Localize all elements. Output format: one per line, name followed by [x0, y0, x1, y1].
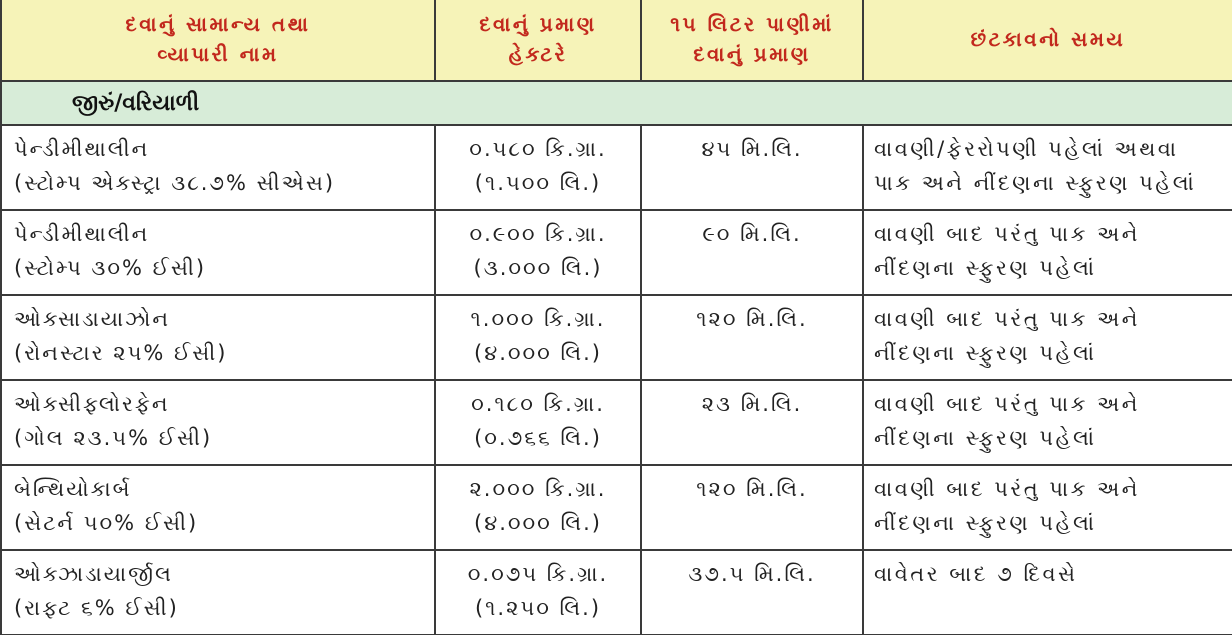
spray-time-cell — [863, 295, 1232, 380]
chemical-name-cell — [1, 210, 435, 295]
chemical-name-line: (સ્ટોમ્પ ૩૦% ઈસી) — [14, 256, 207, 280]
table-header-row — [1, 0, 1232, 81]
water-dose-line: ૪૫ મિ.લિ. — [701, 137, 803, 161]
dose-per-15-litre-cell — [641, 380, 863, 465]
table-row — [1, 295, 1232, 380]
dose-per-15-litre-cell — [641, 550, 863, 635]
table-row — [1, 210, 1232, 295]
dose-per-hectare-cell — [435, 125, 641, 210]
header-name-line-2: વ્યાપારી નામ — [157, 42, 279, 66]
chemical-name-cell — [1, 125, 435, 210]
spray-time-line: વાવેતર બાદ ૭ દિવસે — [874, 562, 1078, 586]
water-dose-line: ૨૩ મિ.લિ. — [701, 392, 803, 416]
dose-line: (૪.૦૦૦ લિ.) — [474, 511, 602, 535]
section-title: જીરું/વરિયાળી — [1, 81, 1232, 125]
dose-line: ૦.૫૮૦ કિ.ગ્રા. — [469, 137, 607, 161]
chemical-name-line: પેન્ડીમીથાલીન — [14, 222, 150, 246]
dose-line: ૦.૯૦૦ કિ.ગ્રા. — [469, 222, 607, 246]
spray-time-cell — [863, 465, 1232, 550]
header-spray-time — [863, 0, 1232, 81]
spray-time-cell — [863, 125, 1232, 210]
water-dose-line: ૩૭.૫ મિ.લિ. — [688, 562, 816, 586]
dose-per-hectare-cell — [435, 380, 641, 465]
header-water-line-1: ૧૫ લિટર પાણીમાં — [670, 12, 834, 36]
header-name — [1, 0, 435, 81]
header-name-line-1: દવાનું સામાન્ય તથા — [125, 12, 311, 36]
table-row — [1, 380, 1232, 465]
table-row — [1, 550, 1232, 635]
chemical-name-cell — [1, 550, 435, 635]
spray-time-cell — [863, 210, 1232, 295]
chemical-name-line: ઓક્સીફ્લોરફેન — [14, 392, 170, 416]
dose-per-15-litre-cell — [641, 295, 863, 380]
water-dose-line: ૯૦ મિ.લિ. — [702, 222, 802, 246]
chemical-name-cell — [1, 465, 435, 550]
dose-line: (૧.૨૫૦ લિ.) — [474, 596, 602, 620]
chemical-name-line: ઓક્સાડાયાઝોન — [14, 307, 171, 331]
header-dose-per-hectare — [435, 0, 641, 81]
chemical-name-cell — [1, 295, 435, 380]
table-row — [1, 125, 1232, 210]
dose-line: ૨.૦૦૦ કિ.ગ્રા. — [469, 477, 607, 501]
header-water-line-2: દવાનું પ્રમાણ — [693, 42, 811, 66]
chemical-name-line: (ગોલ ૨૩.૫% ઈસી) — [14, 426, 213, 450]
dose-per-hectare-cell — [435, 295, 641, 380]
spray-time-line: વાવણી બાદ પરંતુ પાક અને — [874, 307, 1140, 331]
table-body — [1, 81, 1232, 635]
spray-time-line: વાવણી બાદ પરંતુ પાક અને — [874, 222, 1140, 246]
chemical-name-line: ઓક્ઝાડાયાર્જીલ — [14, 562, 173, 586]
spray-time-line: પાક અને નીંદણના સ્ફુરણ પહેલાં — [874, 171, 1197, 195]
spray-time-line: નીંદણના સ્ફુરણ પહેલાં — [874, 256, 1097, 280]
dose-line: (૧.૫૦૦ લિ.) — [474, 171, 602, 195]
spray-time-cell — [863, 550, 1232, 635]
chemical-name-line: બેન્થિયોકાર્બ — [14, 477, 132, 501]
spray-time-cell — [863, 380, 1232, 465]
dose-per-hectare-cell — [435, 210, 641, 295]
chemical-name-line: પેન્ડીમીથાલીન — [14, 137, 150, 161]
chemical-name-line: (સેટર્ન ૫૦% ઈસી) — [14, 511, 199, 535]
spray-time-line: વાવણી બાદ પરંતુ પાક અને — [874, 477, 1140, 501]
dose-line: (૪.૦૦૦ લિ.) — [474, 341, 602, 365]
header-dose-line-1: દવાનું પ્રમાણ — [479, 12, 597, 36]
spray-time-line: વાવણી બાદ પરંતુ પાક અને — [874, 392, 1140, 416]
header-dose-per-15-litre — [641, 0, 863, 81]
section-row — [1, 81, 1232, 125]
table-row — [1, 465, 1232, 550]
dose-per-hectare-cell — [435, 465, 641, 550]
dose-per-hectare-cell — [435, 550, 641, 635]
dose-per-15-litre-cell — [641, 210, 863, 295]
water-dose-line: ૧૨૦ મિ.લિ. — [696, 307, 808, 331]
chemical-name-line: (સ્ટોમ્પ એક્સ્ટ્રા ૩૮.૭% સીએસ) — [14, 171, 336, 195]
dose-line: (૦.૭૬૬ લિ.) — [474, 426, 602, 450]
dose-line: ૧.૦૦૦ કિ.ગ્રા. — [470, 307, 606, 331]
dose-line: (૩.૦૦૦ લિ.) — [473, 256, 603, 280]
spray-time-line: વાવણી/ફેરરોપણી પહેલાં અથવા — [874, 137, 1179, 161]
dose-per-15-litre-cell — [641, 465, 863, 550]
spray-time-line: નીંદણના સ્ફુરણ પહેલાં — [874, 426, 1097, 450]
header-time-line-1: છંટકાવનો સમય — [970, 27, 1126, 51]
dose-per-15-litre-cell — [641, 125, 863, 210]
dose-line: ૦.૦૭૫ કિ.ગ્રા. — [467, 562, 609, 586]
chemical-name-line: (રોનસ્ટાર ૨૫% ઈસી) — [14, 341, 228, 365]
spray-time-line: નીંદણના સ્ફુરણ પહેલાં — [874, 511, 1097, 535]
chemical-name-cell — [1, 380, 435, 465]
spray-time-line: નીંદણના સ્ફુરણ પહેલાં — [874, 341, 1097, 365]
chemical-name-line: (રાફ્ટ ૬% ઈસી) — [14, 596, 179, 620]
header-dose-line-2: હેક્ટરે — [508, 42, 568, 66]
water-dose-line: ૧૨૦ મિ.લિ. — [696, 477, 808, 501]
dose-line: ૦.૧૮૦ કિ.ગ્રા. — [471, 392, 605, 416]
